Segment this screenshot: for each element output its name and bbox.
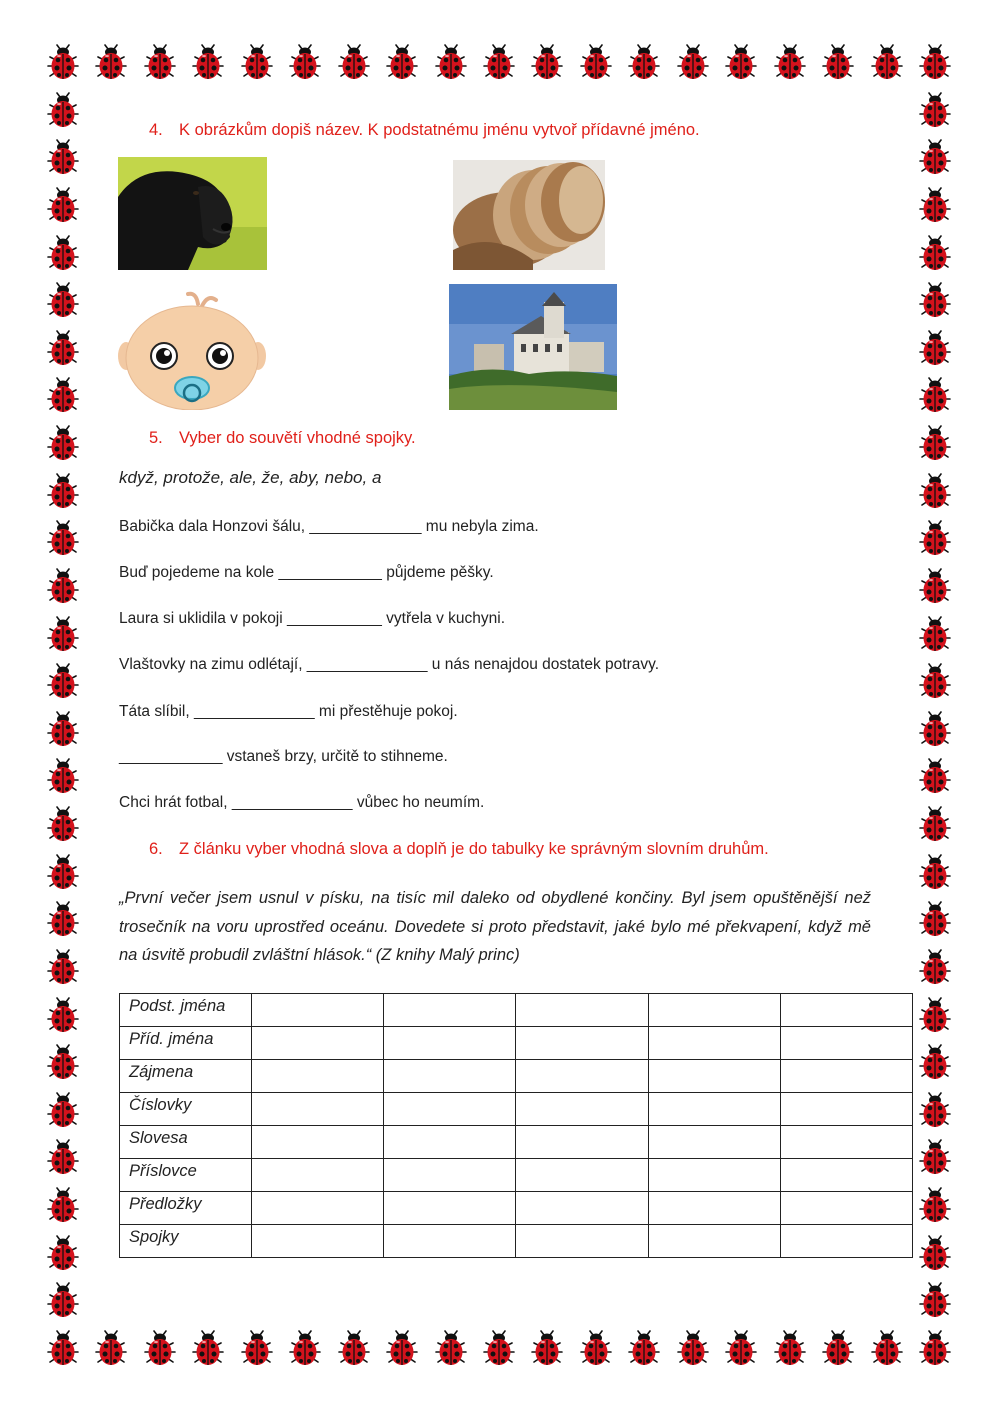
ladybug-icon <box>627 1330 661 1368</box>
row-label: Podst. jména <box>120 994 252 1027</box>
ladybug-icon <box>240 1330 274 1368</box>
ladybug-icon <box>46 235 80 273</box>
ladybug-icon <box>676 1330 710 1368</box>
sentence-7: Chci hrát fotbal, ______________ vůbec ho neumím. <box>119 794 485 811</box>
ladybug-icon <box>918 901 952 939</box>
answer-cell[interactable] <box>384 1225 516 1258</box>
ladybug-icon <box>918 806 952 844</box>
answer-cell[interactable] <box>252 1027 384 1060</box>
ladybug-icon <box>918 1187 952 1225</box>
ladybug-icon <box>46 1282 80 1320</box>
ladybug-icon <box>918 235 952 273</box>
ladybug-icon <box>191 1330 225 1368</box>
ladybug-icon <box>530 44 564 82</box>
table-row <box>120 1192 913 1225</box>
answer-cell[interactable] <box>252 1192 384 1225</box>
ladybug-icon <box>46 473 80 511</box>
ladybug-icon <box>434 44 468 82</box>
answer-cell[interactable] <box>384 1093 516 1126</box>
ladybug-icon <box>918 1282 952 1320</box>
ladybug-icon <box>918 616 952 654</box>
ladybug-icon <box>918 377 952 415</box>
answer-cell[interactable] <box>648 1027 780 1060</box>
ladybug-icon <box>46 949 80 987</box>
table-row <box>120 1093 913 1126</box>
answer-cell[interactable] <box>516 1027 648 1060</box>
ladybug-icon <box>46 997 80 1035</box>
answer-cell[interactable] <box>648 1093 780 1126</box>
ladybug-icon <box>385 44 419 82</box>
answer-cell[interactable] <box>516 1093 648 1126</box>
ladybug-icon <box>46 282 80 320</box>
ladybug-icon <box>94 44 128 82</box>
ladybug-icon <box>918 663 952 701</box>
ladybug-icon <box>918 425 952 463</box>
ladybug-icon <box>724 44 758 82</box>
ladybug-icon <box>918 282 952 320</box>
task4-number: 4. <box>149 121 163 139</box>
row-label: Příd. jména <box>120 1027 252 1060</box>
answer-cell[interactable] <box>252 994 384 1027</box>
ladybug-icon <box>46 1139 80 1177</box>
task6-heading <box>149 840 769 859</box>
ladybug-icon <box>821 44 855 82</box>
task5-heading <box>149 429 416 448</box>
sentence-1: Babička dala Honzovi šálu, _____________ mu nebyla zima. <box>119 518 539 535</box>
bread-picture <box>453 160 605 270</box>
ladybug-icon <box>240 44 274 82</box>
task6-number: 6. <box>149 840 163 858</box>
dog-picture <box>118 157 267 270</box>
ladybug-icon <box>46 758 80 796</box>
ladybug-icon <box>918 1092 952 1130</box>
ladybug-icon <box>918 1330 952 1368</box>
ladybug-icon <box>46 377 80 415</box>
table-row <box>120 1060 913 1093</box>
ladybug-icon <box>918 330 952 368</box>
answer-cell[interactable] <box>252 1225 384 1258</box>
table-row <box>120 1126 913 1159</box>
ladybug-icon <box>337 44 371 82</box>
ladybug-icon <box>385 1330 419 1368</box>
answer-cell[interactable] <box>648 1225 780 1258</box>
task5-number: 5. <box>149 429 163 447</box>
word-class-table <box>119 993 913 1258</box>
task4-heading <box>149 121 700 140</box>
ladybug-icon <box>918 949 952 987</box>
answer-cell[interactable] <box>252 1060 384 1093</box>
table-row <box>120 994 913 1027</box>
ladybug-icon <box>918 1235 952 1273</box>
ladybug-icon <box>918 1139 952 1177</box>
ladybug-icon <box>627 44 661 82</box>
ladybug-icon <box>918 711 952 749</box>
answer-cell[interactable] <box>516 1159 648 1192</box>
ladybug-icon <box>482 1330 516 1368</box>
ladybug-icon <box>870 1330 904 1368</box>
ladybug-icon <box>46 1187 80 1225</box>
ladybug-icon <box>46 1092 80 1130</box>
ladybug-icon <box>530 1330 564 1368</box>
ladybug-icon <box>579 44 613 82</box>
ladybug-icon <box>918 92 952 130</box>
answer-cell[interactable] <box>780 1159 912 1192</box>
ladybug-icon <box>773 44 807 82</box>
ladybug-icon <box>918 1044 952 1082</box>
answer-cell[interactable] <box>384 994 516 1027</box>
ladybug-icon <box>773 1330 807 1368</box>
answer-cell[interactable] <box>648 1159 780 1192</box>
ladybug-icon <box>918 854 952 892</box>
ladybug-icon <box>724 1330 758 1368</box>
answer-cell[interactable] <box>384 1027 516 1060</box>
conjunction-list: když, protože, ale, že, aby, nebo, a <box>119 468 382 487</box>
row-label: Spojky <box>120 1225 252 1258</box>
answer-cell[interactable] <box>384 1192 516 1225</box>
table-row <box>120 1027 913 1060</box>
row-label: Zájmena <box>120 1060 252 1093</box>
ladybug-icon <box>46 711 80 749</box>
ladybug-icon <box>143 44 177 82</box>
ladybug-icon <box>288 1330 322 1368</box>
sentence-3: Laura si uklidila v pokoji ___________ vytřela v kuchyni. <box>119 610 506 627</box>
ladybug-icon <box>46 568 80 606</box>
castle-picture <box>449 284 617 410</box>
answer-cell[interactable] <box>648 1192 780 1225</box>
sentence-4: Vlaštovky na zimu odlétají, ______________ u nás nenajdou dostatek potravy. <box>119 656 660 673</box>
ladybug-icon <box>46 1330 80 1368</box>
ladybug-icon <box>46 425 80 463</box>
answer-cell[interactable] <box>252 1159 384 1192</box>
answer-cell[interactable] <box>516 994 648 1027</box>
ladybug-icon <box>918 187 952 225</box>
ladybug-icon <box>46 901 80 939</box>
sentence-6: ____________ vstaneš brzy, určitě to stihneme. <box>119 748 448 765</box>
answer-cell[interactable] <box>252 1093 384 1126</box>
sentence-2: Buď pojedeme na kole ____________ půjdeme pěšky. <box>119 564 494 581</box>
ladybug-icon <box>918 758 952 796</box>
sentence-5: Táta slíbil, ______________ mi přestěhuje pokoj. <box>119 703 458 720</box>
ladybug-icon <box>870 44 904 82</box>
ladybug-icon <box>46 663 80 701</box>
answer-cell[interactable] <box>648 994 780 1027</box>
ladybug-icon <box>288 44 322 82</box>
ladybug-icon <box>46 854 80 892</box>
ladybug-icon <box>46 806 80 844</box>
answer-cell[interactable] <box>384 1060 516 1093</box>
ladybug-icon <box>46 330 80 368</box>
task5-title: Vyber do souvětí vhodné spojky. <box>179 429 416 447</box>
ladybug-icon <box>94 1330 128 1368</box>
row-label: Příslovce <box>120 1159 252 1192</box>
answer-cell[interactable] <box>384 1159 516 1192</box>
ladybug-icon <box>918 44 952 82</box>
quote-paragraph: „První večer jsem usnul v písku, na tisíc mil daleko od obydlené končiny. Byl jsem opuštěnější než trosečník na voru uprostřed oceánu. Dovedete si proto představit, jaké bylo mé překvapení, když mě na úsvitě probudil zvláštní hlások.“ (Z knihy Malý princ) <box>119 889 871 964</box>
answer-cell[interactable] <box>780 1060 912 1093</box>
answer-cell[interactable] <box>780 1093 912 1126</box>
task6-title: Z článku vyber vhodná slova a doplň je do tabulky ke správným slovním druhům. <box>179 840 769 858</box>
answer-cell[interactable] <box>648 1126 780 1159</box>
row-label: Slovesa <box>120 1126 252 1159</box>
ladybug-icon <box>337 1330 371 1368</box>
ladybug-icon <box>46 139 80 177</box>
ladybug-icon <box>482 44 516 82</box>
ladybug-icon <box>46 1044 80 1082</box>
ladybug-icon <box>918 520 952 558</box>
ladybug-icon <box>579 1330 613 1368</box>
ladybug-icon <box>46 520 80 558</box>
task4-title: K obrázkům dopiš název. K podstatnému jménu vytvoř přídavné jméno. <box>179 121 700 139</box>
answer-cell[interactable] <box>780 1027 912 1060</box>
answer-cell[interactable] <box>780 1225 912 1258</box>
ladybug-icon <box>434 1330 468 1368</box>
answer-cell[interactable] <box>780 1126 912 1159</box>
ladybug-icon <box>46 616 80 654</box>
baby-face-picture <box>118 290 266 410</box>
ladybug-icon <box>918 568 952 606</box>
answer-cell[interactable] <box>516 1126 648 1159</box>
ladybug-icon <box>143 1330 177 1368</box>
ladybug-icon <box>918 473 952 511</box>
ladybug-icon <box>676 44 710 82</box>
table-row <box>120 1225 913 1258</box>
answer-cell[interactable] <box>780 1192 912 1225</box>
table-row <box>120 1159 913 1192</box>
ladybug-icon <box>46 92 80 130</box>
answer-cell[interactable] <box>648 1060 780 1093</box>
answer-cell[interactable] <box>384 1126 516 1159</box>
ladybug-icon <box>918 139 952 177</box>
ladybug-icon <box>918 997 952 1035</box>
ladybug-icon <box>46 44 80 82</box>
ladybug-icon <box>46 187 80 225</box>
row-label: Číslovky <box>120 1093 252 1126</box>
row-label: Předložky <box>120 1192 252 1225</box>
ladybug-icon <box>191 44 225 82</box>
answer-cell[interactable] <box>516 1225 648 1258</box>
answer-cell[interactable] <box>516 1060 648 1093</box>
answer-cell[interactable] <box>252 1126 384 1159</box>
answer-cell[interactable] <box>516 1192 648 1225</box>
answer-cell[interactable] <box>780 994 912 1027</box>
ladybug-icon <box>46 1235 80 1273</box>
ladybug-icon <box>821 1330 855 1368</box>
